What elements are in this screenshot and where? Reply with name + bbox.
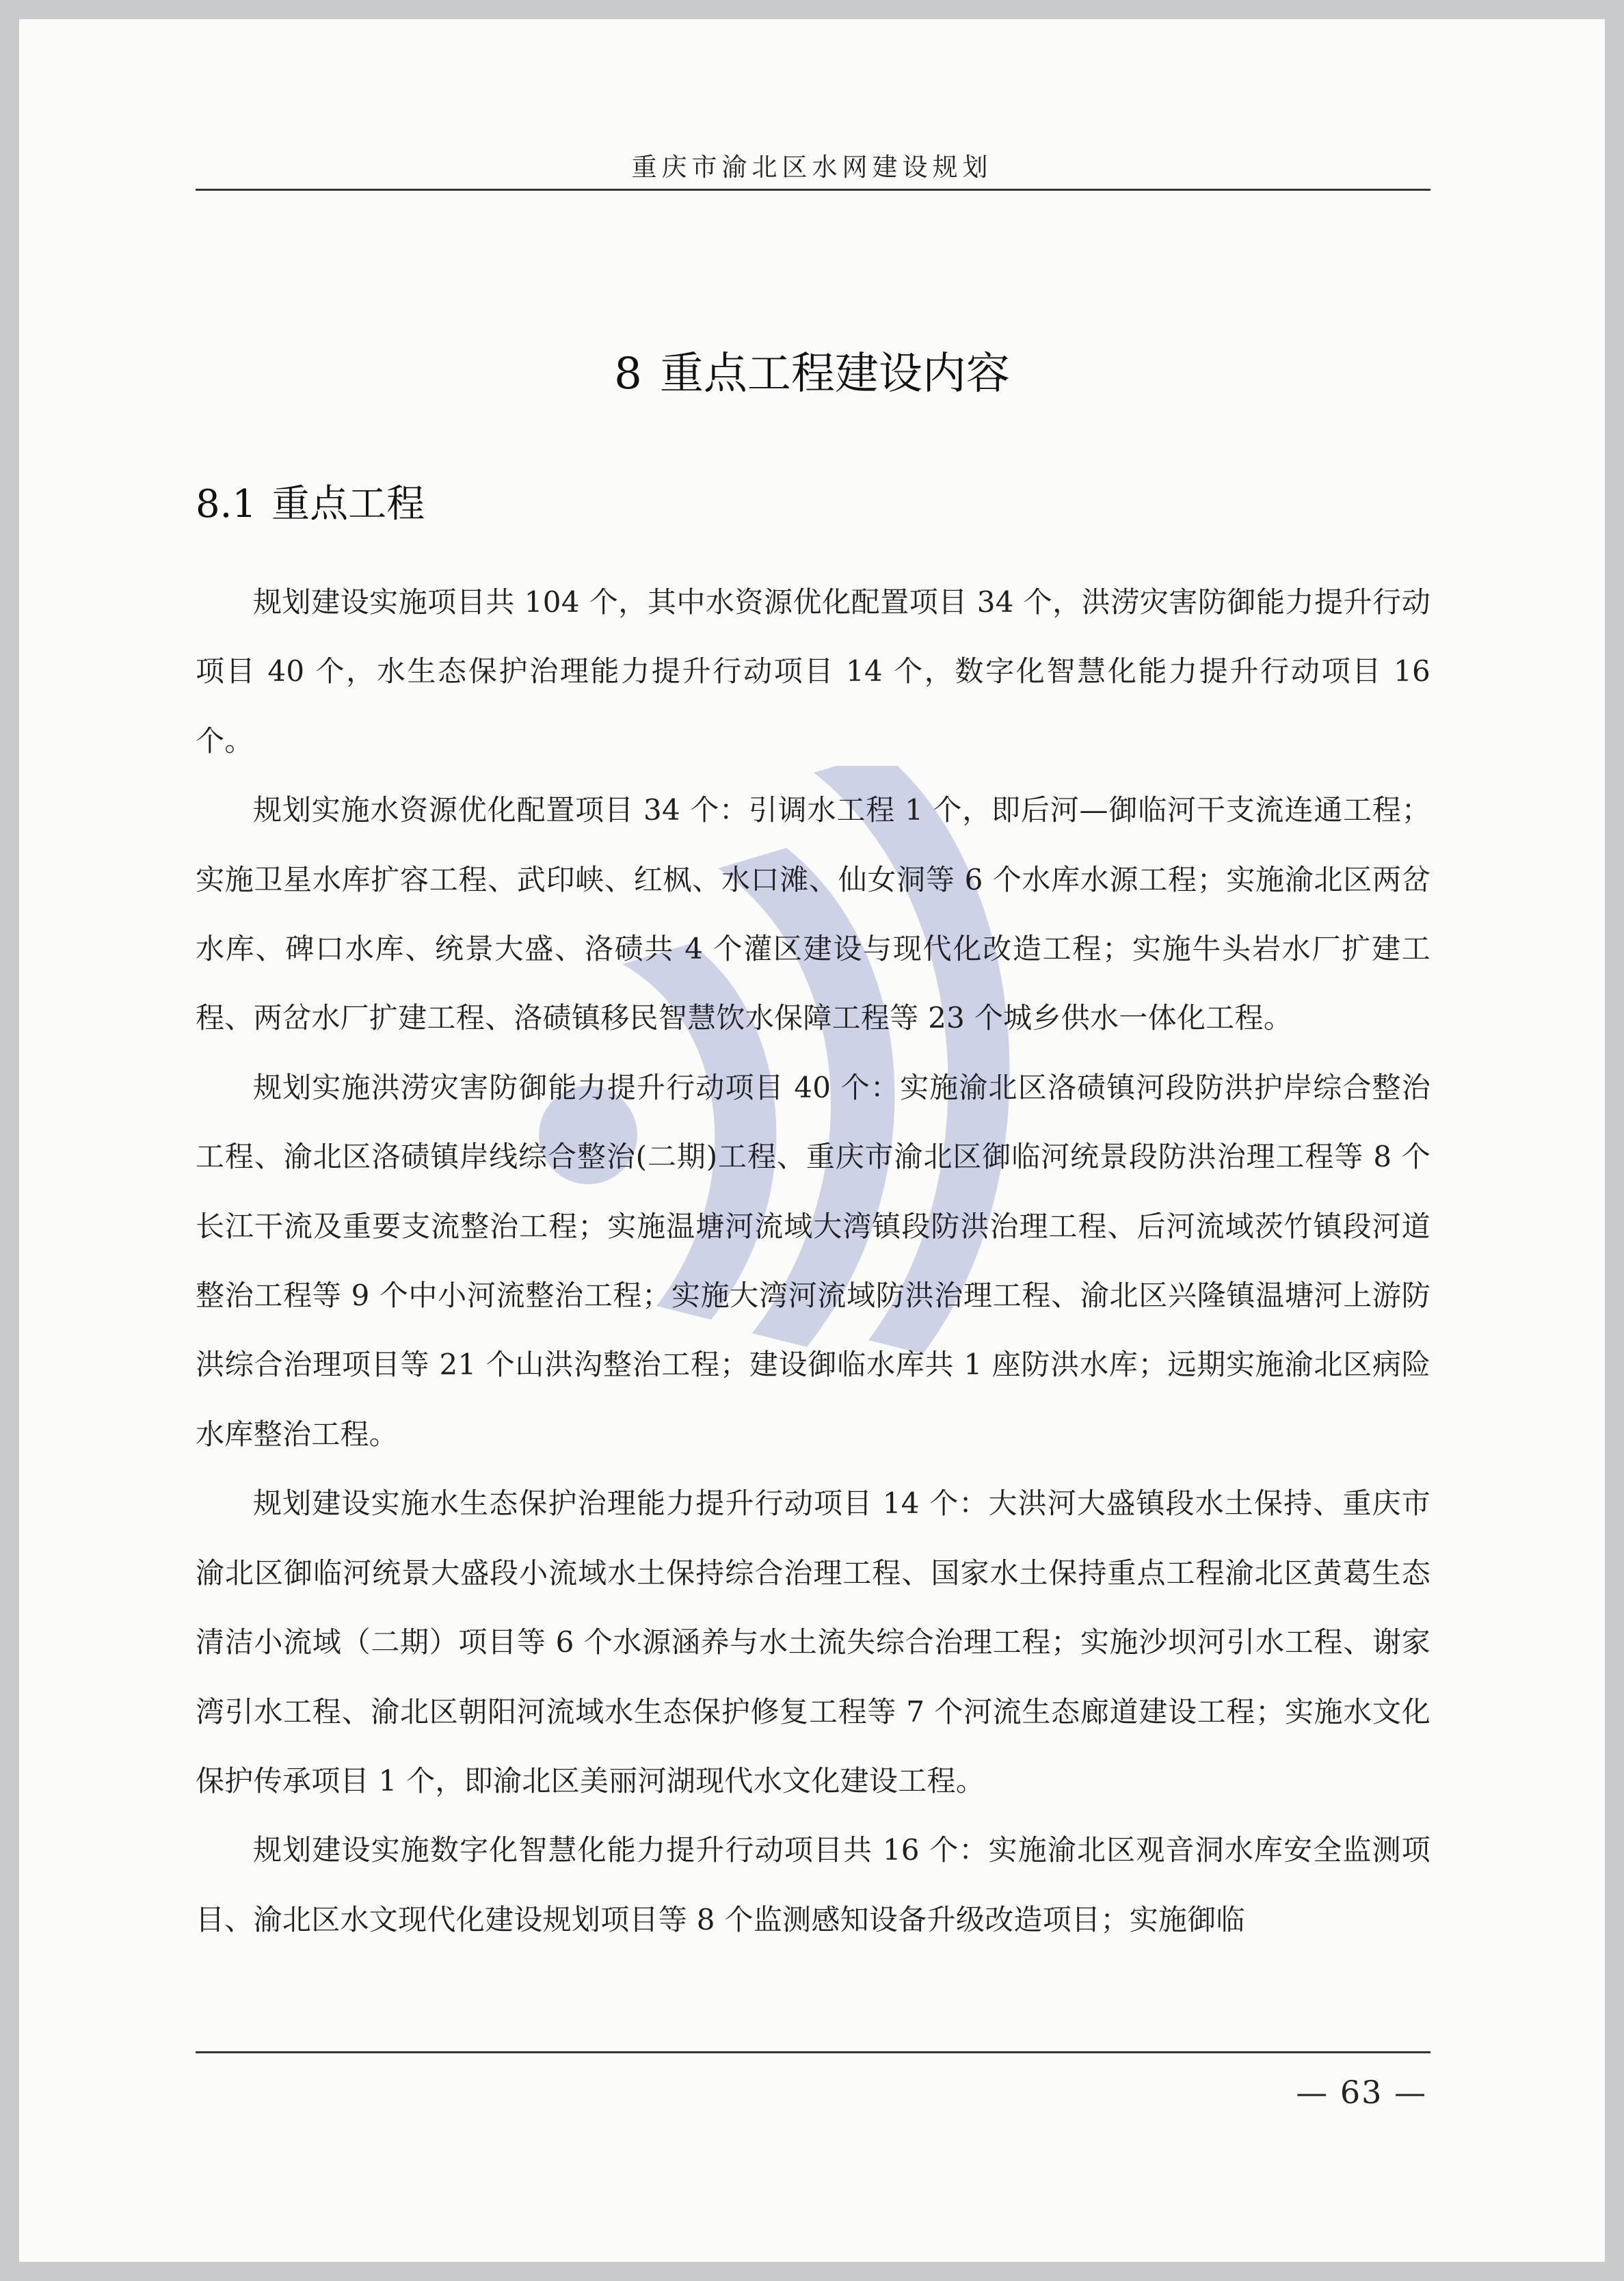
section-number: 8.1 <box>196 482 257 526</box>
paragraph: 规划建设实施数字化智慧化能力提升行动项目共 16 个：实施渝北区观音洞水库安全监测项目、渝北区水文现代化建设规划项目等 8 个监测感知设备升级改造项目；实施御临 <box>196 1833 1430 1936</box>
paragraph: 规划建设实施项目共 104 个，其中水资源优化配置项目 34 个，洪涝灾害防御能力提升行动项目 40 个，水生态保护治理能力提升行动项目 14 个，数字化智慧化能力提升行动项目 16 个。 <box>196 585 1430 758</box>
chapter-number: 8 <box>614 349 642 399</box>
footer-rule <box>196 2051 1430 2053</box>
running-header: 重庆市渝北区水网建设规划 <box>631 152 993 182</box>
paragraph: 规划建设实施水生态保护治理能力提升行动项目 14 个：大洪河大盛镇段水土保持、重庆市渝北区御临河统景大盛段小流域水土保持综合治理工程、国家水土保持重点工程渝北区黄葛生态清洁小流域（二期）项目等 6 个水源涵养与水土流失综合治理工程；实施沙坝河引水工程、谢家湾引水工程、渝北区朝阳河流域水生态保护修复工程等 7 个河流生态廊道建设工程；实施水文化保护传承项目 1 个，即渝北区美丽河湖现代水文化建设工程。 <box>196 1486 1430 1798</box>
section-heading <box>196 477 425 532</box>
header-rule <box>196 189 1430 191</box>
page-number: — 63 — <box>1296 2074 1427 2111</box>
section-title: 重点工程 <box>271 482 425 526</box>
chapter-heading <box>0 343 1624 405</box>
body-text <box>196 568 1430 1954</box>
chapter-title: 重点工程建设内容 <box>659 349 1010 399</box>
paragraph: 规划实施水资源优化配置项目 34 个：引调水工程 1 个，即后河—御临河干支流连通工程；实施卫星水库扩容工程、武印峡、红枫、水口滩、仙女洞等 6 个水库水源工程；实施渝北区两岔水库、碑口水库、统景大盛、洛碛共 4 个灌区建设与现代化改造工程；实施牛头岩水厂扩建工程、两岔水厂扩建工程、洛碛镇移民智慧饮水保障工程等 23 个城乡供水一体化工程。 <box>196 793 1430 1035</box>
paragraph: 规划实施洪涝灾害防御能力提升行动项目 40 个：实施渝北区洛碛镇河段防洪护岸综合整治工程、渝北区洛碛镇岸线综合整治(二期)工程、重庆市渝北区御临河统景段防洪治理工程等 8 个长江干流及重要支流整治工程；实施温塘河流域大湾镇段防洪治理工程、后河流域茨竹镇段河道整治工程等 9 个中小河流整治工程；实施大湾河流域防洪治理工程、渝北区兴隆镇温塘河上游防洪综合治理项目等 21 个山洪沟整治工程；建设御临水库共 1 座防洪水库；远期实施渝北区病险水库整治工程。 <box>196 1070 1430 1451</box>
